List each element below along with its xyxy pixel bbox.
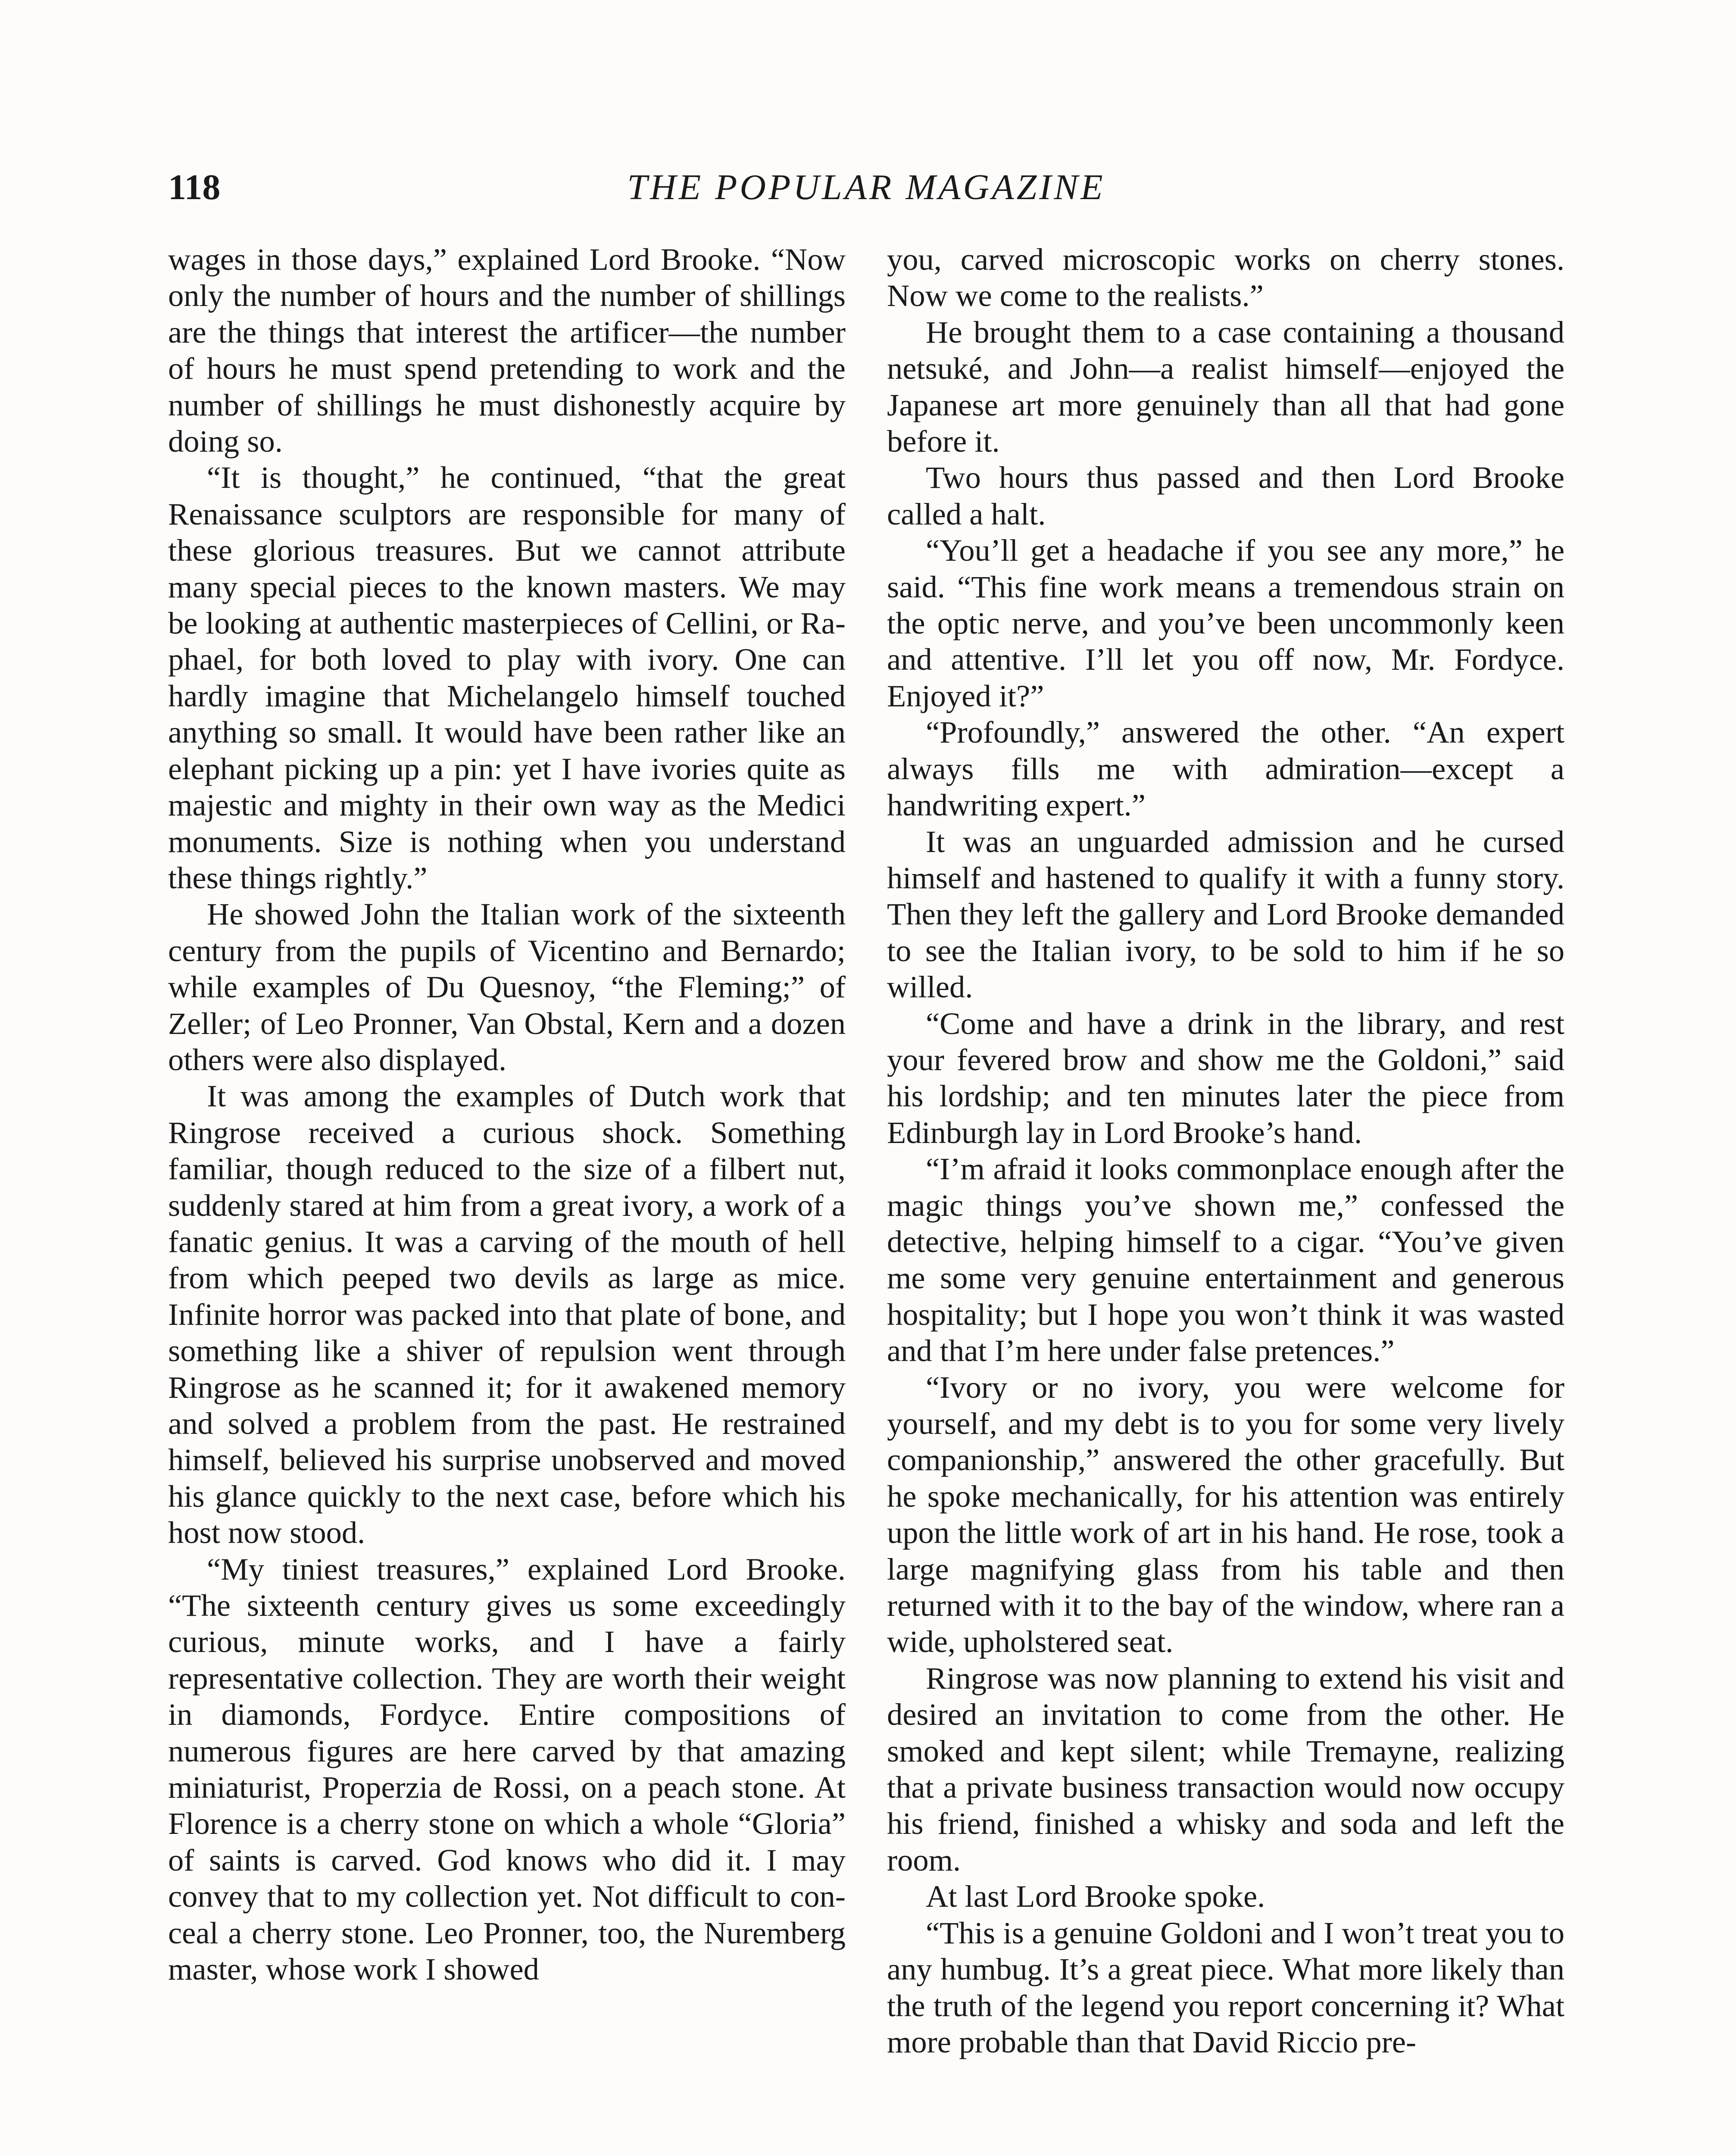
paragraph: He brought them to a case containing a thousand netsuké, and John—a realist himself—enjoyed the Japanese art more genuinely than all that had gone before it. bbox=[887, 314, 1564, 459]
paragraph: “Profoundly,” answered the other. “An expert always fills me with admiration—except a handwriting expert.” bbox=[887, 715, 1564, 823]
left-column bbox=[168, 241, 846, 2155]
paragraph: “Come and have a drink in the library, and rest your fevered brow and show me the Goldoni,” said his lordship; and ten minutes later the piece from Edinburgh lay in Lord Brooke’s hand. bbox=[887, 1006, 1564, 1150]
paragraph: It was among the examples of Dutch work that Ringrose received a curious shock. Something familiar, though reduced to the size of a filbert nut, suddenly stared at him from a great ivory, a work of a fanatic genius. It was a carving of the mouth of hell from which peeped two devils as large as mice. Infinite horror was packed into that plate of bone, and something like a shiver of repulsion went through Ringrose as he scanned it; for it awakened memory and solved a problem from the past. He restrained himself, believed his surprise unobserved and moved his glance quickly to the next case, before which his host now stood. bbox=[168, 1078, 846, 1550]
paragraph: “It is thought,” he continued, “that the great Renaissance sculptors are responsible for many of these glorious treasures. But we cannot attribute many special pieces to the known masters. We may be looking at authentic masterpieces of Cellini, or Raphael, for both loved to play with ivory. One can hardly imagine that Michelangelo himself touched anything so small. It would have been rather like an elephant picking up a pin: yet I have ivories quite as majestic and mighty in their own way as the Medici monuments. Size is nothing when you understand these things rightly.” bbox=[168, 460, 846, 895]
page-header bbox=[168, 164, 1564, 211]
running-title: THE POPULAR MAGAZINE bbox=[627, 167, 1105, 207]
paragraph: “This is a genuine Goldoni and I won’t treat you to any humbug. It’s a great piece. What more likely than the truth of the legend you report concerning it? What more probable than that David Riccio pre- bbox=[887, 1915, 1564, 2059]
paragraph: He showed John the Italian work of the sixteenth century from the pupils of Vicentino and Bernardo; while examples of Du Quesnoy, “the Fleming;” of Zeller; of Leo Pronner, Van Obstal, Kern and a dozen others were also displayed. bbox=[168, 896, 846, 1077]
paragraph: “You’ll get a headache if you see any more,” he said. “This fine work means a tremendous strain on the optic nerve, and you’ve been uncommonly keen and attentive. I’ll let you off now, Mr. Fordyce. Enjoyed it?” bbox=[887, 533, 1564, 713]
paragraph: At last Lord Brooke spoke. bbox=[926, 1879, 1265, 1914]
page-number: 118 bbox=[168, 167, 221, 207]
right-column bbox=[887, 241, 1564, 2155]
paragraph: It was an unguarded admission and he cursed himself and hastened to qualify it with a funny story. Then they left the gallery and Lord Brooke demanded to see the Italian ivory, to be sold to him if he so willed. bbox=[887, 824, 1564, 1005]
paragraph: Two hours thus passed and then Lord Brooke called a halt. bbox=[887, 460, 1564, 531]
paragraph: wages in those days,” explained Lord Brooke. “Now only the number of hours and the number of shillings are the things that interest the artificer—the number of hours he must spend pretending to work and the number of shillings he must dishonestly acquire by doing so. bbox=[168, 242, 846, 459]
paragraph: “Ivory or no ivory, you were welcome for yourself, and my debt is to you for some very lively companionship,” answered the other gracefully. But he spoke mechanically, for his attention was entirely upon the little work of art in his hand. He rose, took a large magnifying glass from his table and then returned with it to the bay of the window, where ran a wide, upholstered seat. bbox=[887, 1369, 1564, 1659]
paragraph: Ringrose was now planning to extend his visit and desired an invitation to come from the other. He smoked and kept silent; while Tremayne, realizing that a private business transaction would now occupy his friend, finished a whisky and soda and left the room. bbox=[887, 1660, 1564, 1877]
paragraph: “My tiniest treasures,” explained Lord Brooke. “The sixteenth century gives us some exceedingly curious, minute works, and I have a fairly representative collection. They are worth their weight in diamonds, Fordyce. Entire compositions of numerous figures are here carved by that amazing miniaturist, Properzia de Rossi, on a peach stone. At Florence is a cherry stone on which a whole “Gloria” of saints is carved. God knows who did it. I may convey that to my collection yet. Not difficult to conceal a cherry stone. Leo Pronner, too, the Nuremberg master, whose work I showed bbox=[168, 1551, 846, 1987]
paragraph: “I’m afraid it looks commonplace enough after the magic things you’ve shown me,” confessed the detective, helping himself to a cigar. “You’ve given me some very genuine entertainment and generous hospitality; but I hope you won’t think it was wasted and that I’m here under false pretences.” bbox=[887, 1151, 1564, 1368]
paragraph: you, carved microscopic works on cherry stones. Now we come to the realists.” bbox=[887, 242, 1564, 313]
